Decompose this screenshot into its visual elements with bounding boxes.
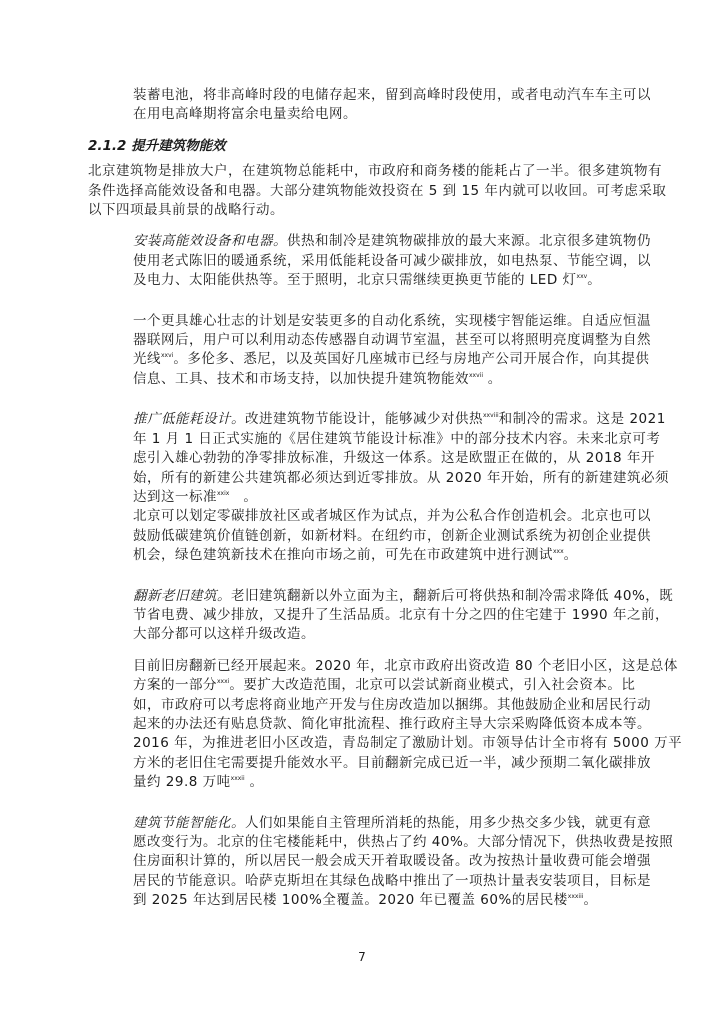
intro-paragraph: 北京建筑物是排放大户，在建筑物总能耗中，市政府和商务楼的能耗占了一半。很多建筑物有 条件选择高能效设备和电器。大部分建筑物能效投资在 5 到 15 年内就可以收回。可考虑采取 以下四项最具前景的战略行动。	[88, 163, 667, 219]
paragraph-text: 。	[483, 370, 502, 387]
paragraph-design	[133, 410, 669, 565]
footnote-ref[interactable]: xxxiii	[567, 893, 584, 901]
section-heading: 2.1.2 提升建筑物能效	[88, 137, 226, 154]
paragraph-text: 老旧建筑翻新以外立面为主，翻新后可将供热和制冷需求降低 40%，既 节省电费、减少排放，又提升了生活品质。北京有十分之四的住宅建于 1990 年之前， 大部分都可以这样升级改造。	[133, 587, 674, 643]
paragraph-text: 供热和制冷是建筑物碳排放的最大来源。北京很多建筑物仍 使用老式陈旧的暖通系统，采用低能耗设备可减少碳排放，如电热泵、节能空调，以 及电力、太阳能供热等。至于照明，北京只需继续更换更节能的 LED 灯	[133, 233, 651, 289]
paragraph-text: 。多伦多、悉尼，以及英国好几座城市已经与房地产公司开展合作，向其提供 信息、工具、技术和市场支持，以加快提升建筑物能效	[133, 351, 650, 387]
paragraph-retrofit	[133, 587, 674, 645]
paragraph-lead: 翻新老旧建筑。	[133, 587, 231, 604]
footnote-ref[interactable]: xxix	[217, 489, 230, 497]
document-page	[88, 86, 683, 911]
paragraph-lead: 安装高能效设备和电器。	[133, 233, 287, 250]
paragraph-text: 改进建筑物节能设计，能够减少对供热	[245, 411, 483, 428]
paragraph-text: 。	[583, 892, 598, 909]
paragraph-lead: 推广低能耗设计。	[133, 411, 245, 428]
footnote-ref[interactable]: xxvi	[161, 352, 174, 360]
page-number: 7	[358, 950, 366, 964]
paragraph-equipment	[133, 232, 651, 290]
paragraph-text: 和制冷的需求。这是 2021 年 1 月 1 日正式实施的《居住建筑节能设计标准》中的部分技术内容。未来北京可考 虑引入雄心勃勃的净零排放标准，升级这一体系。这是欧盟正在做的，从 2018 年开 始，所有的新建公共建筑都必须达到近零排放。从 2020 年开始，所有的新建建筑必须 达到这一标准	[133, 411, 669, 505]
paragraph-renovation	[133, 657, 683, 793]
footnote-ref[interactable]: xxvii	[469, 371, 483, 379]
footnote-ref[interactable]: xxxi	[217, 678, 230, 686]
paragraph-text: 目前旧房翻新已经开展起来。2020 年，北京市政府出资改造 80 个老旧小区，这是总体 方案的一部分	[133, 657, 678, 694]
paragraph-text: 。	[244, 774, 264, 791]
paragraph-lead: 建筑节能智能化。	[133, 814, 245, 831]
continued-paragraph: 装蓄电池，将非高峰时段的电储存起来，留到高峰时段使用，或者电动汽车车主可以 在用电高峰期将富余电量卖给电网。	[133, 87, 651, 123]
paragraph-smart	[133, 814, 674, 911]
footnote-ref[interactable]: xxx	[553, 548, 564, 556]
footnote-ref[interactable]: xxv	[576, 273, 588, 281]
paragraph-text: 。	[587, 272, 602, 289]
paragraph-automation	[133, 312, 651, 390]
paragraph-text: 。 北京可以划定零碳排放社区或者城区作为试点，并为公私合作创造机会。北京也可以 鼓励低碳建筑价值链创新，如新材料。在纽约市，创新企业测试系统为初创企业提供 机会，绿色建筑新技术在推向市场之前，可先在市政建筑中进行测试	[133, 488, 651, 564]
paragraph-text: 。要扩大改造范围，北京可以尝试新商业模式，引入社会资本。比 如，市政府可以考虑将商业地产开发与住房改造加以捆绑。其他鼓励企业和居民行动 起来的办法还有贴息贷款、简化审批流程、推行政府主导大宗采购降低资本成本等。 2016 年，为推进老旧小区改造，青岛制定了激励计划。市领导估计全市将有 5000 万平 方米的老旧住宅需要提升能效水平。目前翻新完成已近一半，减少预期二氧化碳排放 量约 29.8 万吨	[133, 677, 683, 791]
paragraph-text: 人们如果能自主管理所消耗的热能，用多少热交多少钱，就更有意 愿改变行为。北京的住宅楼能耗中，供热占了约 40%。大部分情况下，供热收费是按照 住房面积计算的，所以居民一般会成天开着取暖设备。改为按热计量收费可能会增强 居民的节能意识。哈萨克斯坦在其绿色战略中推出了一项热计量表安装项目，目标是 到 2025 年达到居民楼 100%全覆盖。2020 年已覆盖 60%的居民楼	[133, 814, 674, 909]
paragraph-text: 一个更具雄心壮志的计划是安装更多的自动化系统，实现楼宇智能运维。自适应恒温 器联网后，用户可以利用动态传感器自动调节室温，甚至可以将照明亮度调整为自然 光线	[133, 312, 651, 368]
footnote-ref[interactable]: xxxii	[230, 775, 245, 783]
paragraph-text: 。	[563, 547, 578, 564]
footnote-ref[interactable]: xxviii	[483, 412, 499, 420]
